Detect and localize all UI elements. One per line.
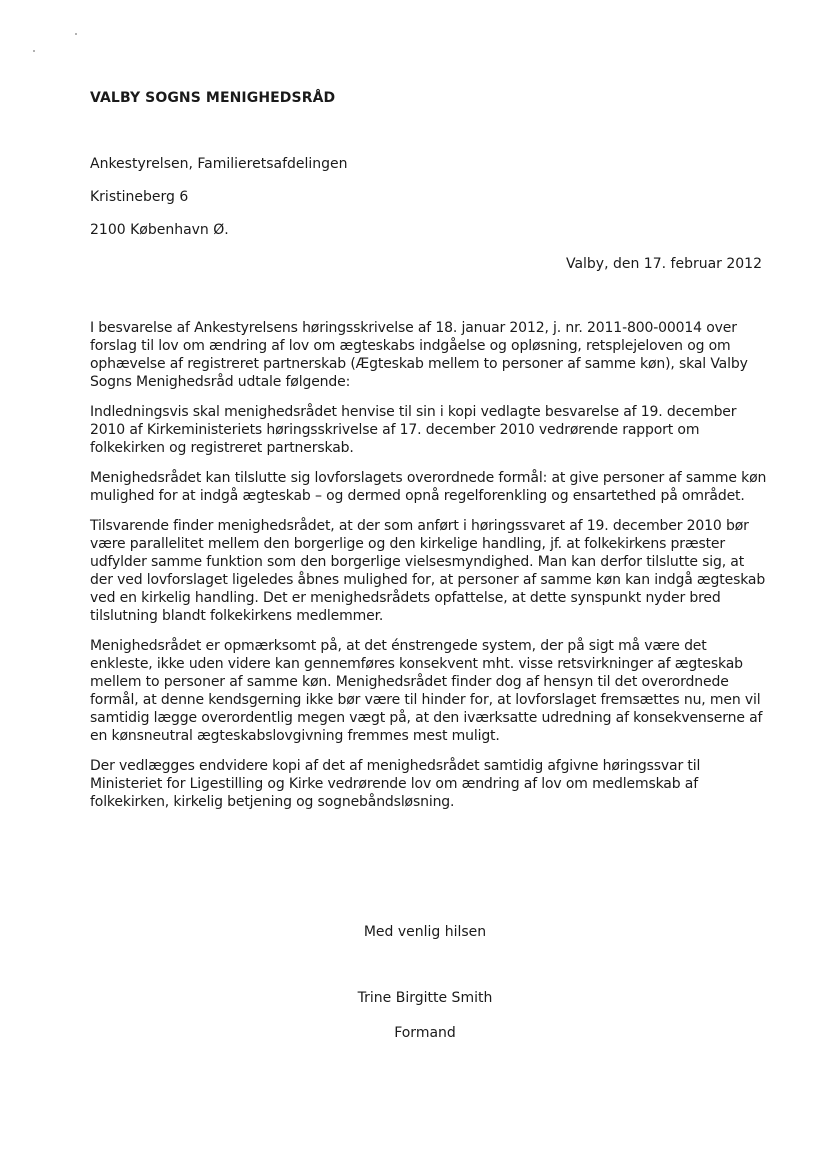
signatory-title: Formand xyxy=(394,1025,456,1041)
recipient-address xyxy=(90,155,348,254)
recipient-line-1: Ankestyrelsen, Familieretsafdelingen xyxy=(90,156,348,172)
letter-body xyxy=(90,319,770,823)
body-paragraph-1: I besvarelse af Ankestyrelsens høringsskrivelse af 18. januar 2012, j. nr. 2011-800-00014 over forslag til lov om ændring af lov om ægteskabs indgåelse og opløsning, retsplejeloven og om ophævelse af registreret partnerskab (Ægteskab mellem to personer af samme køn), skal Valby Sogns Menighedsråd udtale følgende: xyxy=(90,320,748,390)
signatory-name: Trine Birgitte Smith xyxy=(357,990,493,1006)
closing-greeting: Med venlig hilsen xyxy=(363,924,487,940)
body-paragraph-6: Der vedlægges endvidere kopi af det af menighedsrådet samtidig afgivne høringssvar til Ministeriet for Ligestilling og Kirke vedrørende lov om ændring af lov om medlemskab af folkekirken, kirkelig betjening og sognebåndsløsning. xyxy=(90,758,701,810)
scan-speck xyxy=(75,33,77,35)
date-line: Valby, den 17. februar 2012 xyxy=(565,256,762,272)
body-paragraph-4: Tilsvarende finder menighedsrådet, at der som anført i høringssvaret af 19. december 2010 bør være parallelitet mellem den borgerlige og den kirkelige handling, jf. at folkekirkens præster udfylder samme funktion som den borgerlige vielsesmyndighed. Man kan derfor tilslutte sig, at der ved lovforslaget ligeledes åbnes mulighed for, at personer af samme køn kan indgå ægteskab ved en kirkelig handling. Det er menighedsrådets opfattelse, at dette synspunkt nyder bred tilslutning blandt folkekirkens medlemmer. xyxy=(90,518,766,624)
recipient-line-3: 2100 København Ø. xyxy=(90,222,229,238)
scan-speck xyxy=(33,50,35,52)
letterhead-title: VALBY SOGNS MENIGHEDSRÅD xyxy=(90,90,336,106)
body-paragraph-3: Menighedsrådet kan tilslutte sig lovforslagets overordnede formål: at give personer af samme køn mulighed for at indgå ægteskab – og dermed opnå regelforenkling og ensartethed på området. xyxy=(90,470,767,504)
recipient-line-2: Kristineberg 6 xyxy=(90,189,189,205)
body-paragraph-5: Menighedsrådet er opmærksomt på, at det énstrengede system, der på sigt må være det enkleste, ikke uden videre kan gennemføres konsekvent mht. visse retsvirkninger af ægteskab mellem to personer af samme køn. Menighedsrådet finder dog af hensyn til det overordnede formål, at denne kendsgerning ikke bør være til hinder for, at lovforslaget fremsættes nu, men vil samtidig lægge overordentlig megen vægt på, at den iværksatte udredning af konsekvenserne af en kønsneutral ægteskabslovgivning fremmes mest muligt. xyxy=(90,638,763,744)
body-paragraph-2: Indledningsvis skal menighedsrådet henvise til sin i kopi vedlagte besvarelse af 19. december 2010 af Kirkeministeriets høringsskrivelse af 17. december 2010 vedrørende rapport om folkekirken og registreret partnerskab. xyxy=(90,404,737,456)
